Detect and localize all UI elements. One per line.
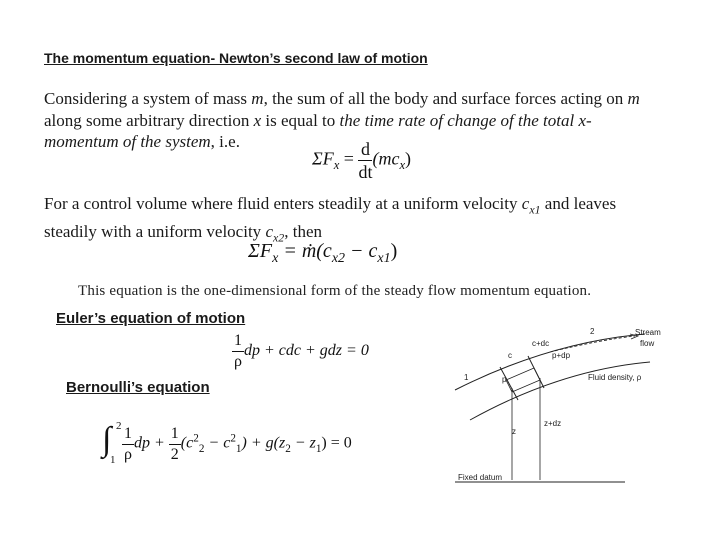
symbol-m: m: [627, 89, 640, 108]
equation-euler: [232, 333, 369, 370]
label-z-dz: z+dz: [544, 419, 562, 428]
subscript: x2: [272, 230, 285, 245]
symbol-m: m: [251, 89, 264, 108]
text-segment: , the sum of all the body and surface forces acting on: [263, 89, 628, 108]
integral-glyph: ∫: [102, 421, 112, 458]
elevation-term: − z: [290, 434, 316, 452]
label-section-1: 1: [464, 373, 469, 382]
label-stream: Stream: [635, 328, 661, 337]
subscript: x1: [529, 202, 541, 217]
fraction-one-half: [169, 426, 181, 463]
superscript: 2: [230, 432, 236, 445]
heading-bernoulli-equation: Bernoulli’s equation: [66, 379, 210, 396]
text-italic-momentum-rate: the time rate of change of the total x-momentum of the system: [44, 110, 592, 151]
equation-control-volume: [248, 240, 397, 267]
text-segment: and leaves steadily with a uniform velocity: [44, 194, 617, 241]
subscript: x: [272, 251, 279, 266]
velocity-term: (c: [180, 434, 194, 452]
symbol-c: c: [265, 221, 273, 241]
text-segment: is equal to: [261, 110, 340, 130]
integral-upper-limit: 2: [116, 420, 122, 432]
subscript: x2: [331, 251, 346, 266]
paren-close: ): [405, 148, 412, 169]
subscript: 2: [198, 442, 205, 455]
text-segment: , i.e.: [210, 132, 240, 151]
fraction-one-over-rho: [122, 426, 134, 463]
equation-bernoulli: [100, 420, 352, 466]
heading-euler-equation: Euler’s equation of motion: [56, 310, 246, 327]
label-c: c: [508, 351, 512, 360]
subscript: x: [399, 158, 406, 173]
equals: =: [339, 148, 359, 169]
pressure-term: dp +: [134, 434, 169, 452]
fraction-denominator: dt: [358, 162, 373, 182]
equation-newton-second-law: [312, 140, 411, 181]
fraction-numerator: d: [358, 140, 372, 161]
label-c-dc: c+dc: [532, 339, 550, 348]
subscript: 1: [235, 442, 242, 455]
text-segment: , then: [284, 221, 322, 241]
label-p-dp: p+dp: [552, 351, 571, 360]
velocity-term: − c: [204, 434, 231, 452]
fraction-numerator: 1: [169, 426, 181, 445]
sum-forces: ΣF: [312, 148, 334, 169]
heading-momentum-equation: The momentum equation- Newton’s second law of motion: [44, 50, 428, 66]
fraction-numerator: 1: [122, 426, 134, 445]
fraction-denominator: 2: [170, 445, 179, 463]
superscript: 2: [193, 432, 199, 445]
fluid-element: [506, 368, 540, 392]
symbol-x: x: [253, 110, 262, 130]
subscript: 1: [315, 442, 322, 455]
symbol-c: c: [521, 194, 530, 213]
fraction-numerator: 1: [232, 333, 244, 352]
subscript: x: [333, 158, 340, 173]
label-section-2: 2: [590, 327, 595, 336]
elevation-term: ) + g(z: [241, 434, 286, 452]
label-z: z: [512, 427, 516, 436]
integral-lower-limit: 1: [110, 454, 116, 466]
subscript: x1: [377, 251, 391, 266]
velocity-term: − c: [345, 240, 378, 262]
streamtube-diagram: [440, 322, 690, 492]
euler-terms: dp + cdc + gdz = 0: [244, 342, 369, 360]
text-segment: For a control volume where fluid enters steadily at a uniform velocity: [44, 194, 522, 213]
fraction-denominator: ρ: [234, 353, 242, 370]
momentum-term: (mc: [372, 148, 400, 169]
fraction-one-over-rho: [232, 333, 244, 370]
label-flow: flow: [640, 339, 655, 348]
text-segment: Considering a system of mass: [44, 89, 252, 108]
paren-close: ): [390, 240, 398, 262]
subscript: 2: [285, 442, 291, 455]
text-segment: along some arbitrary direction: [44, 110, 254, 130]
fraction-d-dt: [358, 140, 372, 181]
label-fixed-datum: Fixed datum: [458, 473, 503, 482]
equals-zero: ) = 0: [321, 434, 352, 452]
fraction-denominator: ρ: [124, 445, 132, 463]
sum-forces: ΣF: [248, 240, 273, 262]
label-fluid-density: Fluid density, ρ: [588, 373, 642, 382]
integral-sign: [100, 420, 122, 466]
mass-flow-term: = ṁ(c: [278, 240, 332, 262]
label-p: p: [502, 375, 507, 384]
note-one-dimensional-form: This equation is the one-dimensional form of the steady flow momentum equation.: [78, 283, 592, 299]
stream-flow-line: [550, 336, 635, 352]
